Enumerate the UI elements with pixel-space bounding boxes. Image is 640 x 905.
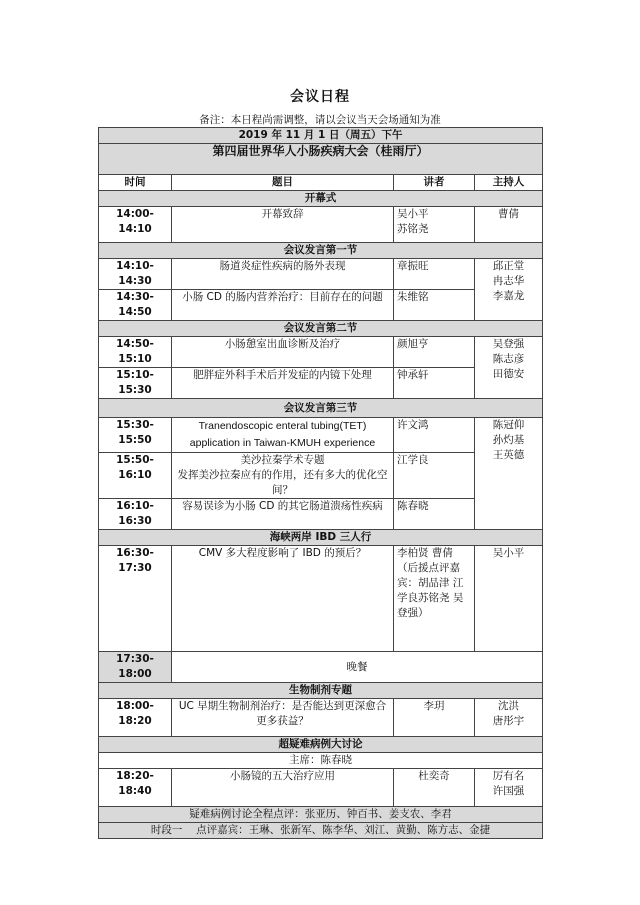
topic-cell: 肥胖症外科手术后并发症的内镜下处理 [172, 368, 394, 399]
table-row [99, 418, 543, 453]
table-row [99, 207, 543, 243]
host-cell: 邱正堂 冉志华 李嘉龙 [475, 259, 543, 321]
time-cell: 15:10-15:30 [99, 368, 172, 399]
topic-cell: UC 早期生物制剂治疗：是否能达到更深愈合更多获益？ [172, 699, 394, 737]
time-cell: 17:30-18:00 [99, 652, 172, 683]
column-header-row [99, 175, 543, 191]
section-title-opening: 开幕式 [99, 191, 543, 207]
speaker-cell: 吴小平 苏铭尧 [394, 207, 475, 243]
col-header-speaker: 讲者 [394, 175, 475, 191]
topic-cell: 容易误诊为小肠 CD 的其它肠道溃疡性疾病 [172, 499, 394, 530]
review-label: 疑难病例讨论全程点评：张亚历、钟百书、姜支农、李君 [99, 807, 543, 823]
day-heading: 2019 年 11 月 1 日（周五）下午 [99, 128, 543, 144]
time-cell: 16:30-17:30 [99, 546, 172, 652]
speaker-cell: 章振旺 [394, 259, 475, 290]
host-cell: 吴登强 陈志彦 田德安 [475, 337, 543, 399]
speaker-cell: 朱维铭 [394, 290, 475, 321]
time-cell: 15:30-15:50 [99, 418, 172, 453]
section-row [99, 530, 543, 546]
topic-cell: 开幕致辞 [172, 207, 394, 243]
time-cell: 14:00-14:10 [99, 207, 172, 243]
speaker-cell: 陈春晓 [394, 499, 475, 530]
col-header-topic: 题目 [172, 175, 394, 191]
section-title-s3: 会议发言第三节 [99, 399, 543, 418]
section-title-cases: 超疑难病例大讨论 [99, 737, 543, 753]
speaker-cell: 颜旭亨 [394, 337, 475, 368]
table-row [99, 769, 543, 807]
speaker-cell: 杜奕奇 [394, 769, 475, 807]
guests-label: 时段一 点评嘉宾：王琳、张新军、陈李华、刘江、黄勤、陈方志、金捷 [99, 823, 543, 839]
time-cell: 18:00-18:20 [99, 699, 172, 737]
host-cell: 沈洪 唐彤宇 [475, 699, 543, 737]
day-row [99, 128, 543, 144]
section-row [99, 243, 543, 259]
section-row [99, 683, 543, 699]
topic-cell: 小肠憩室出血诊断及治疗 [172, 337, 394, 368]
section-row [99, 399, 543, 418]
section-title-ibd: 海峡两岸 IBD 三人行 [99, 530, 543, 546]
table-row [99, 699, 543, 737]
host-cell: 陈冠仰 孙灼基 王英德 [475, 418, 543, 530]
speaker-cell: 江学良 [394, 453, 475, 499]
col-header-time: 时间 [99, 175, 172, 191]
schedule-table [98, 127, 543, 839]
topic-cell: 肠道炎症性疾病的肠外表现 [172, 259, 394, 290]
topic-cell: CMV 多大程度影响了 IBD 的预后？ [172, 546, 394, 652]
host-cell: 厉有名 许国强 [475, 769, 543, 807]
section-row [99, 191, 543, 207]
dinner-label: 晚餐 [172, 652, 543, 683]
guests-row [99, 823, 543, 839]
time-cell: 18:20-18:40 [99, 769, 172, 807]
speaker-cell: 李柏贤 曹倩（后援点评嘉宾：胡品津 江学良苏铭尧 吴登强） [394, 546, 475, 652]
col-header-host: 主持人 [475, 175, 543, 191]
speaker-cell: 李玥 [394, 699, 475, 737]
topic-cell: 美沙拉秦学术专题 发挥美沙拉秦应有的作用，还有多大的优化空间？ [172, 453, 394, 499]
time-cell: 14:10-14:30 [99, 259, 172, 290]
section-title-bio: 生物制剂专题 [99, 683, 543, 699]
table-row [99, 546, 543, 652]
speaker-cell: 钟承轩 [394, 368, 475, 399]
schedule-note: 备注：本日程尚需调整，请以会议当天会场通知为准 [199, 114, 441, 126]
conference-title: 第四届世界华人小肠疾病大会（桂雨厅） [99, 144, 543, 175]
time-cell: 14:50-15:10 [99, 337, 172, 368]
topic-cell: 小肠 CD 的肠内营养治疗：目前存在的问题 [172, 290, 394, 321]
time-cell: 15:50-16:10 [99, 453, 172, 499]
section-row [99, 321, 543, 337]
time-cell: 16:10-16:30 [99, 499, 172, 530]
time-cell: 14:30-14:50 [99, 290, 172, 321]
dinner-row [99, 652, 543, 683]
host-cell: 吴小平 [475, 546, 543, 652]
topic-cell: Tranendoscopic enteral tubing(TET) application in Taiwan-KMUH experience [172, 418, 394, 453]
section-title-s1: 会议发言第一节 [99, 243, 543, 259]
table-row [99, 259, 543, 290]
chair-row [99, 753, 543, 769]
topic-cell: 小肠镜的五大治疗应用 [172, 769, 394, 807]
host-cell: 曹倩 [475, 207, 543, 243]
review-row [99, 807, 543, 823]
conference-row [99, 144, 543, 175]
section-row [99, 737, 543, 753]
section-title-s2: 会议发言第二节 [99, 321, 543, 337]
chair-label: 主席：陈春晓 [99, 753, 543, 769]
table-row [99, 337, 543, 368]
speaker-cell: 许文鸿 [394, 418, 475, 453]
page-title: 会议日程 [290, 89, 350, 105]
